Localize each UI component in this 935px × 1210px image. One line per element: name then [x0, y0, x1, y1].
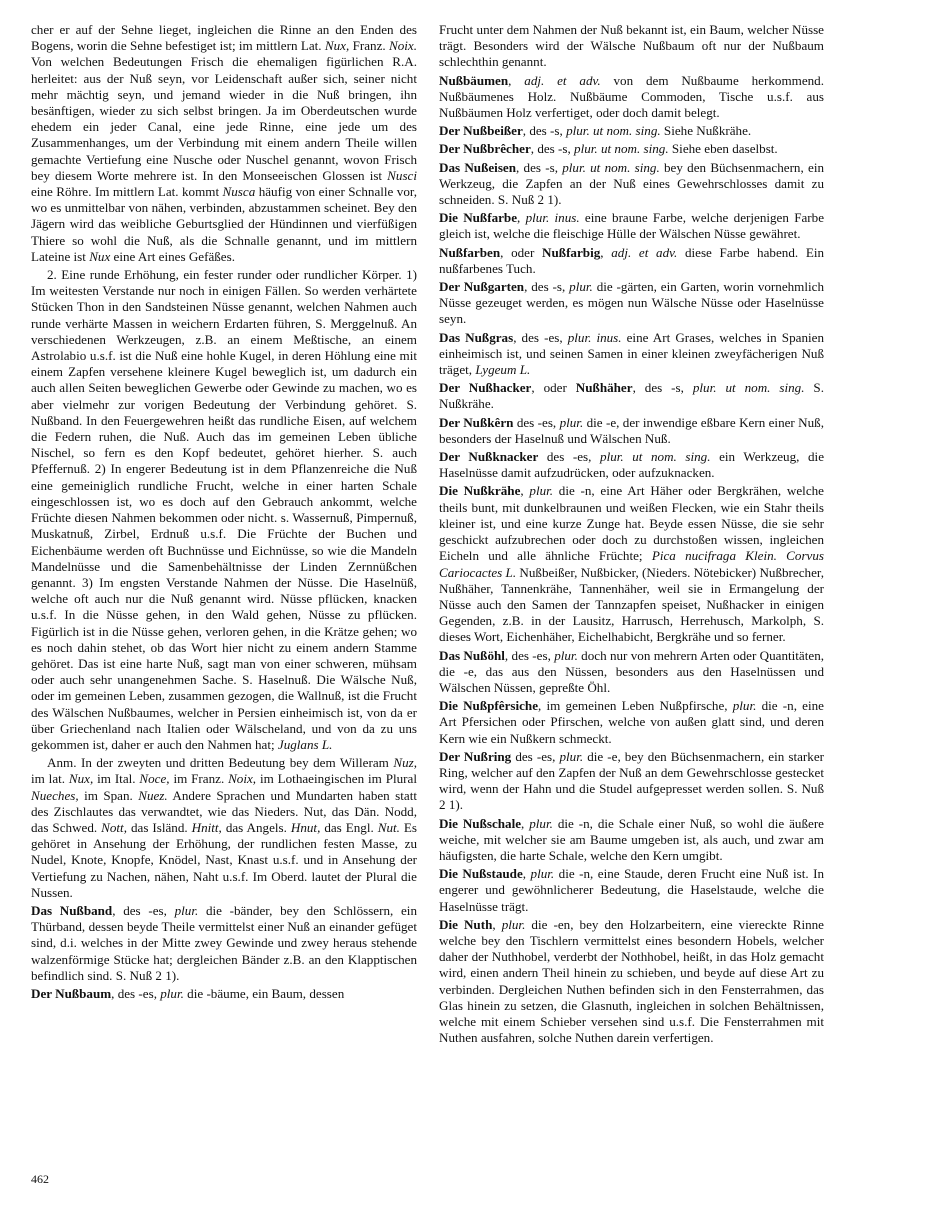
italic-term: Nux	[89, 248, 111, 264]
entry-paragraph	[31, 267, 417, 753]
text-run: die -n, eine Art Pfersichen oder Pfirschen, welche von außen glatt sind, und deren Kern wie ein Nußkern schmeckt.	[439, 698, 824, 746]
italic-term: Nux,	[324, 38, 350, 54]
italic-term: plur.	[569, 279, 593, 295]
italic-term: plur. ut nom. sing.	[562, 159, 660, 175]
entry-paragraph	[439, 123, 824, 139]
text-run: ,	[520, 483, 530, 499]
italic-term: adj. et adv.	[611, 244, 678, 260]
italic-term: plur.	[160, 985, 184, 1001]
text-run: das Angels.	[221, 819, 291, 835]
headword: Die Nußschale	[439, 815, 522, 831]
text-run: doch nur von mehrern Arten oder Quantitäten, die -e, das aus den Nüssen, besonders aus den Haselnüssen und Wälschen Nüssen, gepreßte Öhl.	[439, 647, 825, 695]
italic-term: plur.	[732, 698, 757, 714]
text-run: 2. Eine runde Erhöhung, ein fester runder oder rundlicher Körper. 1) Im weitesten Verstande nur noch in einigen Fällen. So werden verhärtete Stücken Thon in den Sandsteinen Nüsse genannt, welchen Nahmen auch runde verhärte Massen in weichern Erdarten führen, S. Merggelnuß. An verschiedenen Werkzeugen, z.B. an einem Meßtische, an einem Astrolabio u.s.f. ist die Nuß eine hohle Kugel, in deren Höhlung eine mit einem Zapfen versehene kleinere Kugel beweglich ist, um dadurch ein auch allen Seiten beweglichen Gewerbe oder Gewinde zu machen, wo es aber vielmehr zur vorigen Bedeutung der Verbindung gehöret. S. Nußband. In den Feuergewehren heißt das rundliche Eisen, auf welchem die Federn ruhen, die Nuß. Auch das im gemeinen Leben übliche Nischel, so fern es den Kopf bedeutet, gehöret hierher. S. auch Pfeffernuß. 2) In engerer Bedeutung ist in dem Pflanzenreiche die Nuß eine gemeiniglich rundliche Frucht, welche in einer harten Schale eingeschlossen ist, wo es doch auf den Gebrauch ankommt, welche Früchte diesen Nahmen bekommen oder nicht. s. Wassernuß, Pimpernuß, Muskatnuß, Zirbel, Erdnuß u.s.f. Die Früchte der Buchen und Eichenbäume werden oft Buchnüsse und Eichnüsse, so wie die Mandeln Mandelnüsse und die Samenbehältnisse der Linden Zernnüßchen genannt. 3) Im engsten Verstande Nahmen der Nüsse. Die Haselnüß, welche oft auch nur die Nuß genannt wird. Nüsse pflücken, knacken u.s.f. In die Nüsse gehen, in den Wald gehen, Nüsse zu pflücken. Figürlich ist in die Nüsse gehen, verloren gehen, in die Krätze gehen; wo es noch dahin stehet, ob das Wort hier nicht zu einem andern Stamme gehöret. Das ist eine harte Nuß, sagt man von einer schweren, mühsam oder auch sehr unangenehmen Sache. S. Haselnuß. Die Wälsche Nuß, oder im gemeinen Leben, zusammen gezogen, die Wallnuß, ist die Frucht des Wälschen Nußbaumes, welcher in Persien einheimisch ist, von da er über Griechenland nach Italien oder Wälscheland, und von da zu uns gekommen ist, daher er auch den Nahmen hat;	[31, 267, 417, 752]
text-run: häufig von einer Schnalle vor, wo es unmittelbar von nähen, verbinden, abzustammen scheinet. Bey den Jägern wird das weibliche Geburtsglied der Hündinnen und vierfüßigen Thiere so wohl die Nuß, als die Schnalle genannt, und im mittlern Lateine ist	[31, 184, 417, 264]
text-run: die -e, bey den Büchsenmachern, ein starker Ring, welcher auf den Zapfen der Nuß an dem Gewehrschlosse gestecket wird, wenn der Hahn und die Studel aufgepresset werden sollen. S. Nuß 2 1).	[439, 748, 824, 813]
text-run: eine braune Farbe, welche derjenigen Farbe gleich ist, welche die fleischige Hülle der Wälschen Nüsse gewähret.	[439, 210, 825, 242]
italic-term: Juglans L.	[277, 736, 333, 752]
headword: Nußfarbig	[542, 244, 601, 260]
text-run: Nußbeißer, Nußbicker, (Nieders. Nötebicker) Nußbrecher, Nußhäher, Tannenkrähe, Tannenhäher, weil sie in Ermangelung der Nüsse auch den Samen der Tannzapfen speiset, Nußhacker in einigen Gegenden, z.B. in der Lausitz, Harrusch, Herrehusch, Markolph, S. dieses Wort, Eichenhäher, Eichelhabicht, Bergkrähe und so ferner.	[439, 564, 825, 645]
headword: Die Nuth	[439, 916, 493, 932]
entry-paragraph	[439, 160, 824, 209]
entry-paragraph	[439, 749, 824, 814]
italic-term: Noce,	[139, 771, 170, 787]
headword: Die Nußstaude	[439, 866, 523, 882]
text-run: Es gehöret in Ansehung der Erhöhung, der rundlichen festen Masse, zu Nudel, Knote, Knopfe, Knödel, Nast, Knast u.s.f. und in Ansehung der Vertiefung zu Nachen, nähen, Naht u.s.f. Im Oberd. lautet der Plural die Nussen.	[31, 819, 418, 900]
headword: Der Nußbrêcher	[439, 141, 531, 157]
entry-paragraph	[439, 279, 824, 328]
left-column	[31, 22, 417, 1004]
italic-term: plur.	[559, 748, 584, 764]
headword: Der Nußknacker	[439, 449, 539, 465]
text-run: diese Farbe habend. Ein nußfarbenes Tuch.	[439, 244, 825, 276]
entry-paragraph	[439, 698, 824, 747]
text-run: im Lothaeingischen im Plural	[256, 771, 417, 787]
text-run: , des -es,	[111, 985, 161, 1001]
italic-term: Hnut,	[290, 819, 321, 835]
text-run: Siehe Nußkrähe.	[660, 123, 752, 139]
text-run: , des -es,	[513, 329, 568, 345]
headword: Die Nußkrähe	[439, 483, 521, 499]
text-run: Andere Sprachen und Mundarten haben statt des Zischlautes das verwandtet, wie das Nieders. Nut, das Dän. Nodd, das Schwed.	[31, 787, 417, 835]
text-run: , oder	[500, 244, 543, 260]
text-run: Frucht unter dem Nahmen der Nuß bekannt ist, ein Baum, welcher Nüsse trägt. Besonders wird der Wälsche Nußbaum oft nur der Nußbaum schlechthin genannt.	[439, 22, 824, 70]
text-run: , des -s,	[522, 123, 567, 139]
italic-term: plur.	[174, 902, 199, 918]
italic-term: Noix.	[388, 38, 417, 54]
text-run: ,	[517, 210, 526, 226]
italic-term: adj. et adv.	[524, 72, 601, 88]
headword: Der Nußbaum	[31, 985, 112, 1001]
entry-paragraph	[439, 483, 824, 645]
italic-term: plur.	[529, 483, 554, 499]
italic-term: plur.	[559, 414, 584, 430]
text-run: bey den Büchsenmachern, ein Werkzeug, die Zapfen an der Nuß eines Gewehrschlosses damit zu schneiden. S. Nuß 2 1).	[439, 159, 825, 208]
italic-term: plur. ut nom. sing.	[566, 123, 661, 139]
entry-paragraph	[439, 141, 824, 157]
text-run: von dem Nußbaume herkommend. Nußbäumenes Holz. Nußbäume Commoden, Tische u.s.f. aus Nußbäumen Holz verfertiget, oder doch damit belegt.	[439, 72, 825, 121]
text-run: die -n, eine Art Häher oder Bergkrähen, welche theils bunt, mit dunkelbraunen und weißen Flecken, wie ein Stahr theils kleiner ist, und eine kurze Zunge hat. Beyde essen Nüsse, die sie sehr geschickt aufzubrechen oder doch zu durchstoßen wissen, ingleichen Eicheln und alle ähnliche Früchte;	[439, 483, 824, 564]
text-run: ,	[521, 815, 530, 831]
entry-paragraph	[439, 73, 824, 122]
italic-term: plur. ut nom. sing.	[600, 449, 711, 465]
text-run: ein Werkzeug, die Haselnüsse damit aufzudrücken, oder aufzuknacken.	[439, 449, 824, 481]
text-run: eine Art eines Gefäßes.	[110, 248, 235, 264]
entry-paragraph	[31, 903, 417, 984]
right-column	[439, 22, 824, 1048]
text-run: , des -s,	[516, 159, 563, 175]
headword: Der Nußbeißer	[439, 123, 523, 139]
headword: Das Nußeisen	[439, 159, 517, 175]
text-run: das Isländ.	[126, 819, 192, 835]
text-run: die -bäume, ein Baum, dessen	[183, 985, 345, 1001]
entry-paragraph	[31, 22, 417, 265]
entry-paragraph	[439, 22, 824, 71]
text-run: die -n, die Schale einer Nuß, so wohl die äußere weiche, mit welcher sie am Baume umgeben ist, als auch, und zwar am häufigsten, die harte Schale, welche den Kern umgibt.	[439, 815, 824, 863]
italic-term: Nusca	[222, 184, 256, 200]
text-run: im lat.	[31, 771, 69, 787]
italic-term: Nuez.	[138, 787, 168, 803]
entry-paragraph	[439, 415, 824, 447]
text-run: Anm. In der zweyten und dritten Bedeutung bey dem Willeram	[47, 755, 394, 771]
italic-term: plur. ut nom. sing.	[692, 380, 805, 396]
text-run: die -n, eine Staude, deren Frucht eine Nuß ist. In engerer und gewöhnlicherer Bedeutung, die Haselstaude, welche die Haselnüsse trägt.	[439, 866, 824, 914]
text-run: eine Röhre. Im mittlern Lat. kommt	[31, 184, 223, 200]
headword: Das Nußöhl	[439, 647, 505, 663]
italic-term: Hnitt,	[191, 819, 222, 835]
italic-term: Nusci	[387, 167, 417, 183]
entry-paragraph	[439, 648, 824, 697]
text-run: , des -s,	[524, 279, 570, 295]
text-run: die -bänder, bey den Schlössern, ein Thürband, dessen beyde Theile vermittelst einer Nuß an einander gefüget sind, d.i. welches in der Mitte zwey Gewinde und zwey heraus stehende walzenförmige Stücke hat; dergleichen Bänder z.B. an den Klapptischen befindlich sind. S. Nuß 2 1).	[31, 902, 417, 983]
entry-paragraph	[439, 816, 824, 865]
italic-term: plur.	[554, 647, 578, 663]
text-run: die -en, bey den Holzarbeitern, eine viereckte Rinne welche bey den Tischlern vermittelst eines besondern Hobels, welcher daher der Nuthhobel, verderbt der Nothhobel, heißt, in das Holz gemacht wird, einen andern Theil hinein zu schieben, und beyde auf diese Art zu verbinden. Dergleichen Nuthen befinden sich in den Fensterrahmen, das Glas hinein zu setzen, die Glasnuth, ingleichen in solchen Behältnissen, welche mit einem Schieber versehen sind u.s.f. Die Fensterrahmen mit Nuthen ausfahren, solche Nuthen darein verfertigen.	[439, 916, 824, 1046]
entry-paragraph	[439, 330, 824, 379]
text-run: ,	[522, 866, 531, 882]
text-run: des -es,	[513, 414, 560, 430]
entry-paragraph	[439, 210, 824, 242]
italic-term: Nueches,	[31, 787, 79, 803]
text-run: im Ital.	[93, 771, 140, 787]
entry-paragraph	[31, 986, 417, 1002]
italic-term: plur.	[529, 815, 553, 831]
italic-term: Nuz,	[393, 755, 417, 771]
entry-paragraph	[439, 866, 824, 915]
headword: Der Nußhacker	[439, 380, 532, 396]
text-run: cher er auf der Sehne lieget, ingleichen die Rinne an den Enden des Bogens, worin die Sehne befestiget ist; im mittlern Lat.	[31, 22, 417, 54]
italic-term: plur. inus.	[525, 210, 580, 226]
entry-paragraph	[439, 449, 824, 481]
headword: Der Nußgarten	[439, 279, 525, 295]
text-run: Franz.	[349, 38, 389, 54]
headword: Nußbäumen	[439, 72, 509, 88]
text-run: Siehe eben daselbst.	[668, 141, 778, 157]
text-run: des -es,	[511, 748, 560, 764]
headword: Nußfarben	[439, 244, 501, 260]
italic-term: Nux,	[68, 771, 94, 787]
entry-paragraph	[439, 917, 824, 1047]
entry-paragraph	[439, 245, 824, 277]
entry-paragraph	[31, 755, 417, 901]
italic-term: plur.	[501, 916, 526, 932]
text-run: , im gemeinen Leben Nußpfirsche,	[538, 698, 733, 714]
headword: Der Nußring	[439, 748, 512, 764]
headword: Nußhäher	[575, 380, 633, 396]
italic-term: Noix,	[228, 771, 257, 787]
text-run: eine Art Grases, welches in Spanien einheimisch ist, und seinen Samen in einer kleinen zweyfächerigen Nuß träget,	[439, 329, 824, 378]
entry-paragraph	[439, 380, 824, 412]
text-run: , des -es,	[504, 647, 555, 663]
italic-term: Nut.	[377, 819, 400, 835]
text-run: , des -es,	[112, 902, 175, 918]
text-run: , oder	[531, 380, 576, 396]
page-number: 462	[31, 1172, 49, 1186]
italic-term: plur. ut nom. sing.	[574, 141, 669, 157]
text-run: im Franz.	[169, 771, 229, 787]
text-run: ,	[508, 72, 525, 88]
text-run: des -es,	[538, 449, 601, 465]
headword: Die Nußfarbe	[439, 210, 518, 226]
text-run: ,	[492, 916, 502, 932]
headword: Das Nußgras	[439, 329, 514, 345]
text-run: , des -s,	[530, 141, 575, 157]
text-run: die -e, der inwendige eßbare Kern einer Nuß, besonders der Haselnuß und Wälschen Nuß.	[439, 414, 824, 446]
italic-term: Nott,	[101, 819, 127, 835]
text-run: ,	[600, 244, 612, 260]
text-run: das Engl.	[320, 819, 378, 835]
text-run: im Span.	[78, 787, 139, 803]
text-run: die -gärten, ein Garten, worin vornehmlich Nüsse gezeuget werden, es mögen nun Wälsche Nüsse oder Haselnüsse seyn.	[439, 279, 825, 327]
italic-term: Lygeum L.	[475, 362, 531, 378]
headword: Die Nußpfêrsiche	[439, 698, 539, 714]
text-run: S. Nußkrähe.	[439, 380, 824, 412]
text-run: , des -s,	[632, 380, 693, 396]
headword: Das Nußband	[31, 902, 113, 918]
text-run: Von welchen Bedeutungen Frisch die ehemaligen figürlichen R.A. herleitet: aus der Nuß seyn, vor Leidenschaft außer sich, seiner nicht mehr mächtig seyn, und jemand wieder in die Nuß bringen, ihn besänftigen, wieder zu sich selbst bringen. Ja im Oberdeutschen wurde ehedem ein jeder Canal, eine jede Rinne, eine jede um des Zusammenhanges, um der Verbindung mit einem andern Theile willen gemachte Vertiefung eine Nusche oder Nuschel genannt, wovon Frisch bey diesem Worte mehrere ist. In den Monseeischen Glossen ist	[31, 54, 417, 183]
headword: Der Nußkêrn	[439, 414, 514, 430]
italic-term: plur. inus.	[567, 329, 622, 345]
italic-term: plur.	[530, 866, 555, 882]
italic-term: Pica nucifraga Klein. Corvus Cariocactes L.	[439, 548, 824, 580]
